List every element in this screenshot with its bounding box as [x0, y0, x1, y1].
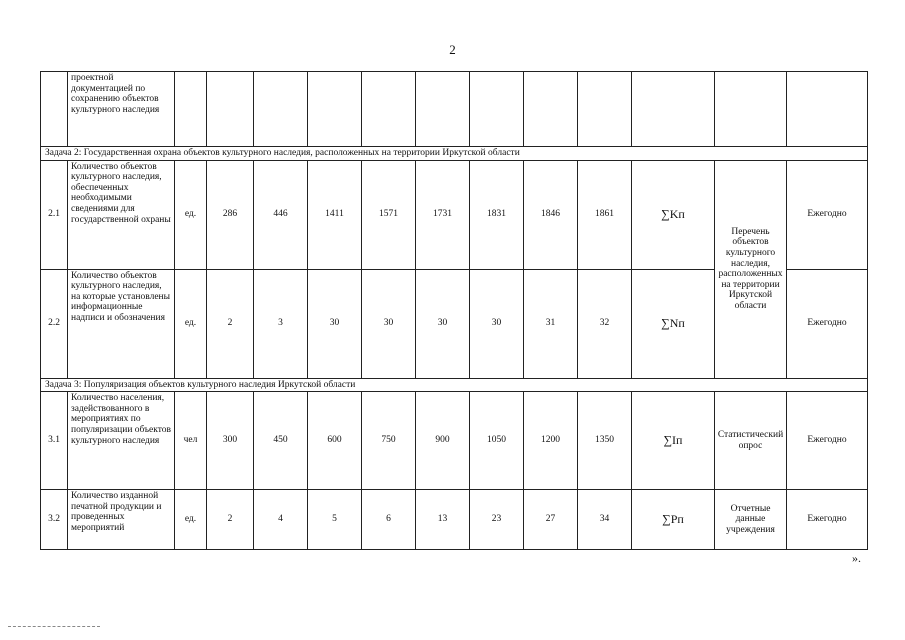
source-cell: Перечень объектов культурного наследия, расположенных на территории Иркутской области — [715, 160, 787, 378]
table-row — [41, 490, 868, 550]
value-cell: 1200 — [524, 392, 578, 490]
unit-cell: чел — [175, 392, 207, 490]
source-cell: Отчетные данные учреждения — [715, 490, 787, 550]
task-2-heading: Задача 2: Государственная охрана объектов культурного наследия, расположенных на территории Иркутской области — [41, 147, 868, 161]
value-cell: 900 — [416, 392, 470, 490]
value-cell: 286 — [207, 160, 254, 269]
value-cell: 1350 — [578, 392, 632, 490]
value-cell: 6 — [362, 490, 416, 550]
period-cell: Ежегодно — [787, 490, 868, 550]
value-cell: 30 — [362, 269, 416, 378]
value-cell: 5 — [308, 490, 362, 550]
page-number: 2 — [449, 42, 456, 57]
source-cell: Статистический опрос — [715, 392, 787, 490]
footer-line — [8, 626, 100, 627]
value-cell: 32 — [578, 269, 632, 378]
formula-cell: ∑Nп — [632, 269, 715, 378]
closing-quote: ». — [852, 551, 861, 565]
value-cell: 30 — [416, 269, 470, 378]
value-cell: 1846 — [524, 160, 578, 269]
indicator-name: Количество населения, задействованного в мероприятиях по популяризации объектов культурного наследия — [68, 392, 175, 490]
value-cell: 1050 — [470, 392, 524, 490]
value-cell: 1731 — [416, 160, 470, 269]
indicator-name: Количество объектов культурного наследия, на которые установлены информационные надписи и обозначения — [68, 269, 175, 378]
row-number: 3.1 — [41, 392, 68, 490]
period-cell: Ежегодно — [787, 160, 868, 269]
task-heading-row — [41, 378, 868, 392]
row-number: 2.1 — [41, 160, 68, 269]
value-cell: 34 — [578, 490, 632, 550]
value-cell: 300 — [207, 392, 254, 490]
value-cell: 600 — [308, 392, 362, 490]
period-cell: Ежегодно — [787, 269, 868, 378]
value-cell: 3 — [254, 269, 308, 378]
value-cell: 1571 — [362, 160, 416, 269]
value-cell: 30 — [308, 269, 362, 378]
value-cell: 27 — [524, 490, 578, 550]
value-cell: 13 — [416, 490, 470, 550]
value-cell: 750 — [362, 392, 416, 490]
unit-cell: ед. — [175, 269, 207, 378]
value-cell: 30 — [470, 269, 524, 378]
formula-cell: ∑Pп — [632, 490, 715, 550]
value-cell: 2 — [207, 269, 254, 378]
value-cell: 31 — [524, 269, 578, 378]
formula-cell: ∑Iп — [632, 392, 715, 490]
task-heading-row — [41, 147, 868, 161]
unit-cell: ед. — [175, 490, 207, 550]
table-row — [41, 160, 868, 269]
table-row — [41, 392, 868, 490]
indicator-name: Количество изданной печатной продукции и проведенных мероприятий — [68, 490, 175, 550]
period-cell: Ежегодно — [787, 392, 868, 490]
row-number: 2.2 — [41, 269, 68, 378]
value-cell: 1411 — [308, 160, 362, 269]
value-cell: 450 — [254, 392, 308, 490]
unit-cell: ед. — [175, 160, 207, 269]
indicators-table — [40, 71, 868, 550]
value-cell: 446 — [254, 160, 308, 269]
value-cell: 1861 — [578, 160, 632, 269]
value-cell: 2 — [207, 490, 254, 550]
row-number: 3.2 — [41, 490, 68, 550]
indicator-name: Количество объектов культурного наследия, обеспеченных необходимыми сведениями для государственной охраны — [68, 160, 175, 269]
value-cell: 4 — [254, 490, 308, 550]
value-cell: 23 — [470, 490, 524, 550]
formula-cell: ∑Kп — [632, 160, 715, 269]
task-3-heading: Задача 3: Популяризация объектов культурного наследия Иркутской области — [41, 378, 868, 392]
table-row-continuation — [41, 72, 868, 147]
indicator-name: проектной документацией по сохранению объектов культурного наследия — [68, 72, 175, 147]
value-cell: 1831 — [470, 160, 524, 269]
